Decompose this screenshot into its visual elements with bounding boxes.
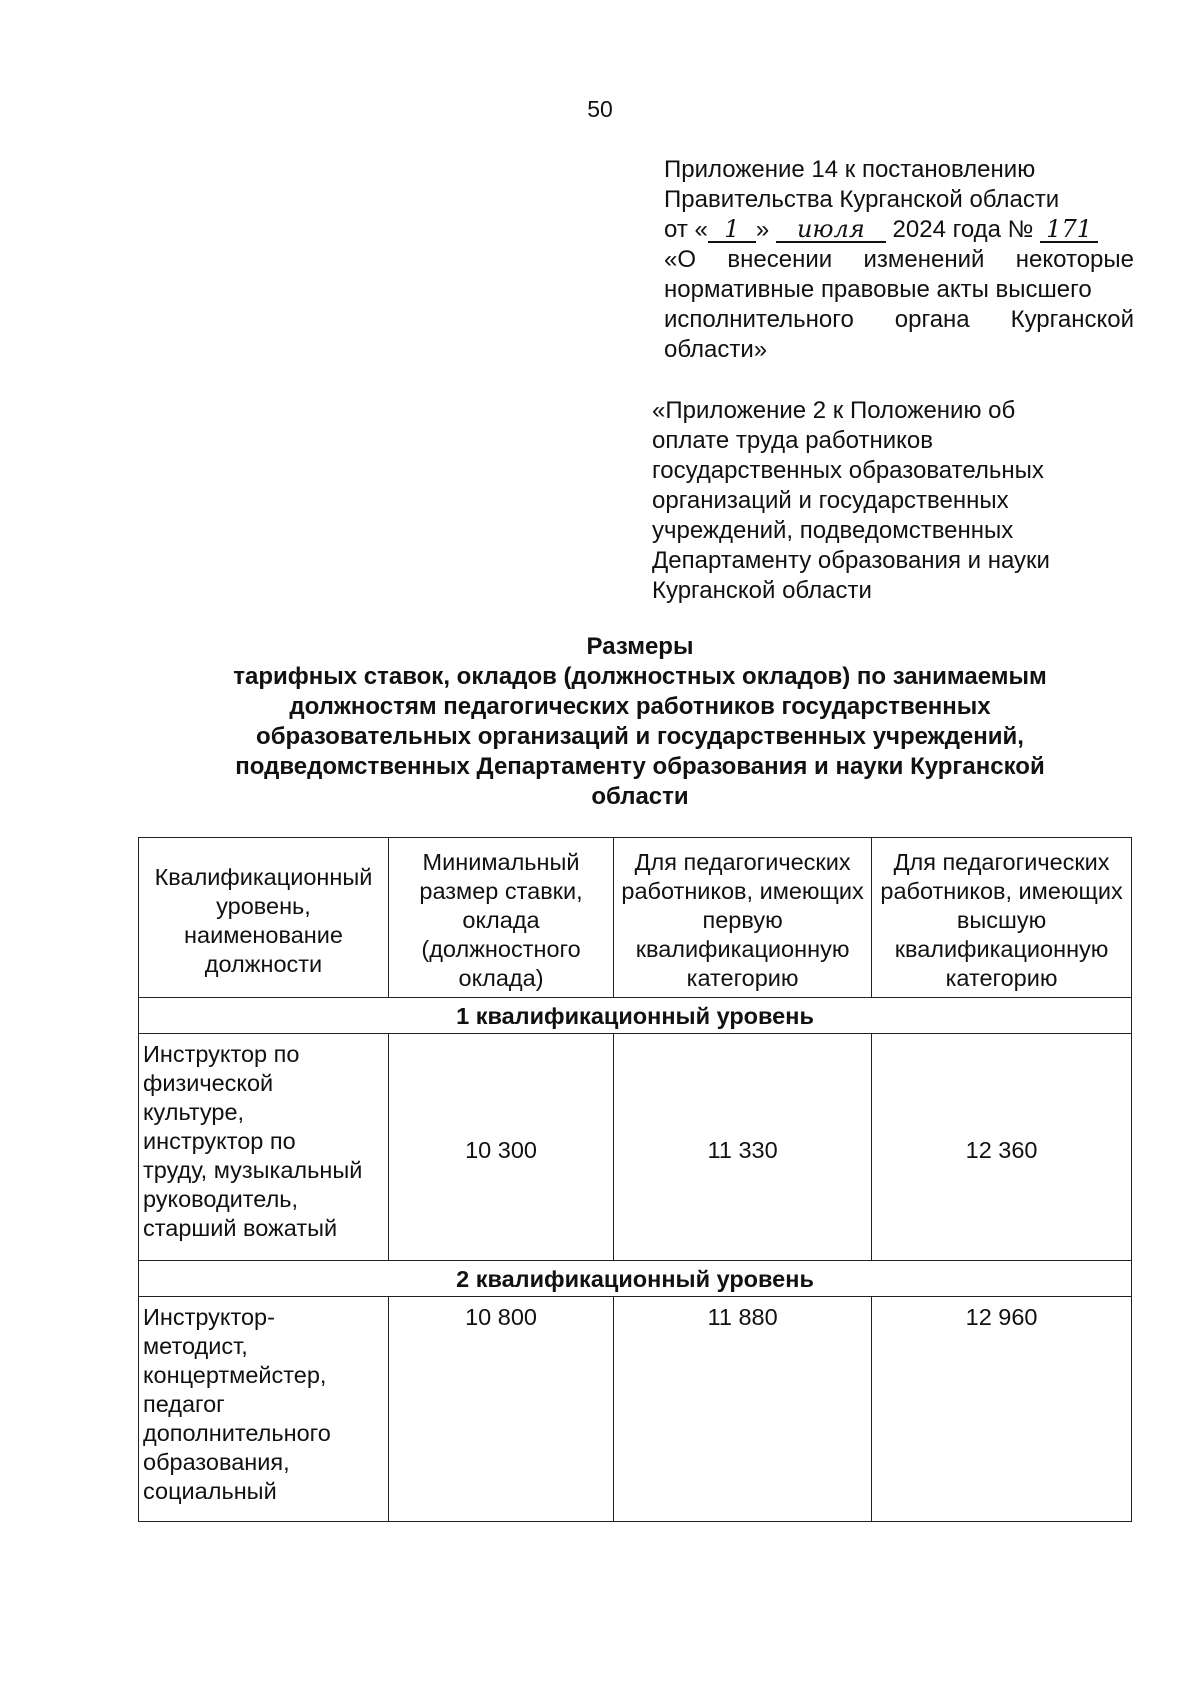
title-line-4: образовательных организаций и государственных учреждений, bbox=[256, 723, 1024, 750]
annex-date-line bbox=[664, 215, 1134, 245]
annex-date-mid: » bbox=[755, 216, 770, 243]
table-header-row bbox=[139, 838, 1132, 998]
appendix-line-6: Департаменту образования и науки bbox=[652, 547, 1050, 574]
position-line: Инструктор- bbox=[143, 1304, 275, 1330]
min-rate-cell: 10 800 bbox=[388, 1297, 613, 1522]
appendix-line-4: организаций и государственных bbox=[652, 487, 1009, 514]
position-line: педагог bbox=[143, 1391, 225, 1417]
appendix-line-3: государственных образовательных bbox=[652, 457, 1044, 484]
title-line-5: подведомственных Департаменту образования и науки Курганской bbox=[235, 753, 1045, 780]
rates-table bbox=[138, 837, 1132, 1522]
annex-line-5: нормативные правовые акты высшего bbox=[664, 276, 1092, 303]
first-category-cell: 11 880 bbox=[614, 1297, 872, 1522]
appendix-line-5: учреждений, подведомственных bbox=[652, 517, 1014, 544]
header-qualification-level: Квалификационный уровень, наименование должности bbox=[139, 838, 389, 998]
position-line: физической bbox=[143, 1070, 274, 1096]
position-line: образования, bbox=[143, 1449, 290, 1475]
title-line-6: области bbox=[591, 783, 689, 810]
annex-date-prefix: от « bbox=[664, 216, 708, 243]
handwritten-number: 171 bbox=[1040, 217, 1098, 243]
level-1-row bbox=[139, 998, 1132, 1034]
position-line: старший вожатый bbox=[143, 1215, 338, 1241]
highest-category-cell: 12 960 bbox=[872, 1297, 1132, 1522]
annex-line-4: «О внесении изменений некоторые bbox=[664, 246, 1134, 273]
appendix-reference bbox=[652, 396, 1122, 606]
appendix-line-2: оплате труда работников bbox=[652, 427, 933, 454]
annex-date-year: 2024 года № bbox=[892, 216, 1034, 243]
level-2-label: 2 квалификационный уровень bbox=[139, 1261, 1132, 1297]
position-line: социальный bbox=[143, 1478, 277, 1504]
position-line: руководитель, bbox=[143, 1186, 299, 1212]
page-number: 50 bbox=[587, 96, 613, 122]
header-min-rate: Минимальный размер ставки, оклада (должностного оклада) bbox=[388, 838, 613, 998]
title-line-2: тарифных ставок, окладов (должностных окладов) по занимаемым bbox=[233, 663, 1047, 690]
position-line: концертмейстер, bbox=[143, 1362, 327, 1388]
level-1-label: 1 квалификационный уровень bbox=[139, 998, 1132, 1034]
first-category-cell: 11 330 bbox=[614, 1034, 872, 1261]
position-line: труду, музыкальный bbox=[143, 1157, 363, 1183]
title-line-1: Размеры bbox=[586, 633, 694, 660]
table-row bbox=[139, 1297, 1132, 1522]
handwritten-day: 1 bbox=[708, 217, 756, 243]
position-line: методист, bbox=[143, 1333, 248, 1359]
highest-category-cell: 12 360 bbox=[872, 1034, 1132, 1261]
position-line: культуре, bbox=[143, 1099, 245, 1125]
annex-line-1: Приложение 14 к постановлению bbox=[664, 156, 1036, 183]
title-line-3: должностям педагогических работников государственных bbox=[289, 693, 991, 720]
position-line: инструктор по bbox=[143, 1128, 296, 1154]
position-cell bbox=[139, 1034, 389, 1261]
annex-line-6: исполнительного органа Курганской bbox=[664, 306, 1134, 333]
header-first-category: Для педагогических работников, имеющих первую квалификационную категорию bbox=[614, 838, 872, 998]
level-2-row bbox=[139, 1261, 1132, 1297]
annex-reference bbox=[664, 155, 1134, 365]
position-line: Инструктор по bbox=[143, 1041, 300, 1067]
min-rate-cell: 10 300 bbox=[388, 1034, 613, 1261]
position-line: дополнительного bbox=[143, 1420, 331, 1446]
appendix-line-1: «Приложение 2 к Положению об bbox=[652, 397, 1016, 424]
handwritten-month: июля bbox=[776, 217, 886, 243]
annex-line-7: области» bbox=[664, 336, 768, 363]
document-title bbox=[140, 632, 1140, 812]
header-highest-category: Для педагогических работников, имеющих высшую квалификационную категорию bbox=[872, 838, 1132, 998]
appendix-line-7: Курганской области bbox=[652, 577, 872, 604]
table-row bbox=[139, 1034, 1132, 1261]
annex-line-2: Правительства Курганской области bbox=[664, 186, 1060, 213]
position-cell bbox=[139, 1297, 389, 1522]
